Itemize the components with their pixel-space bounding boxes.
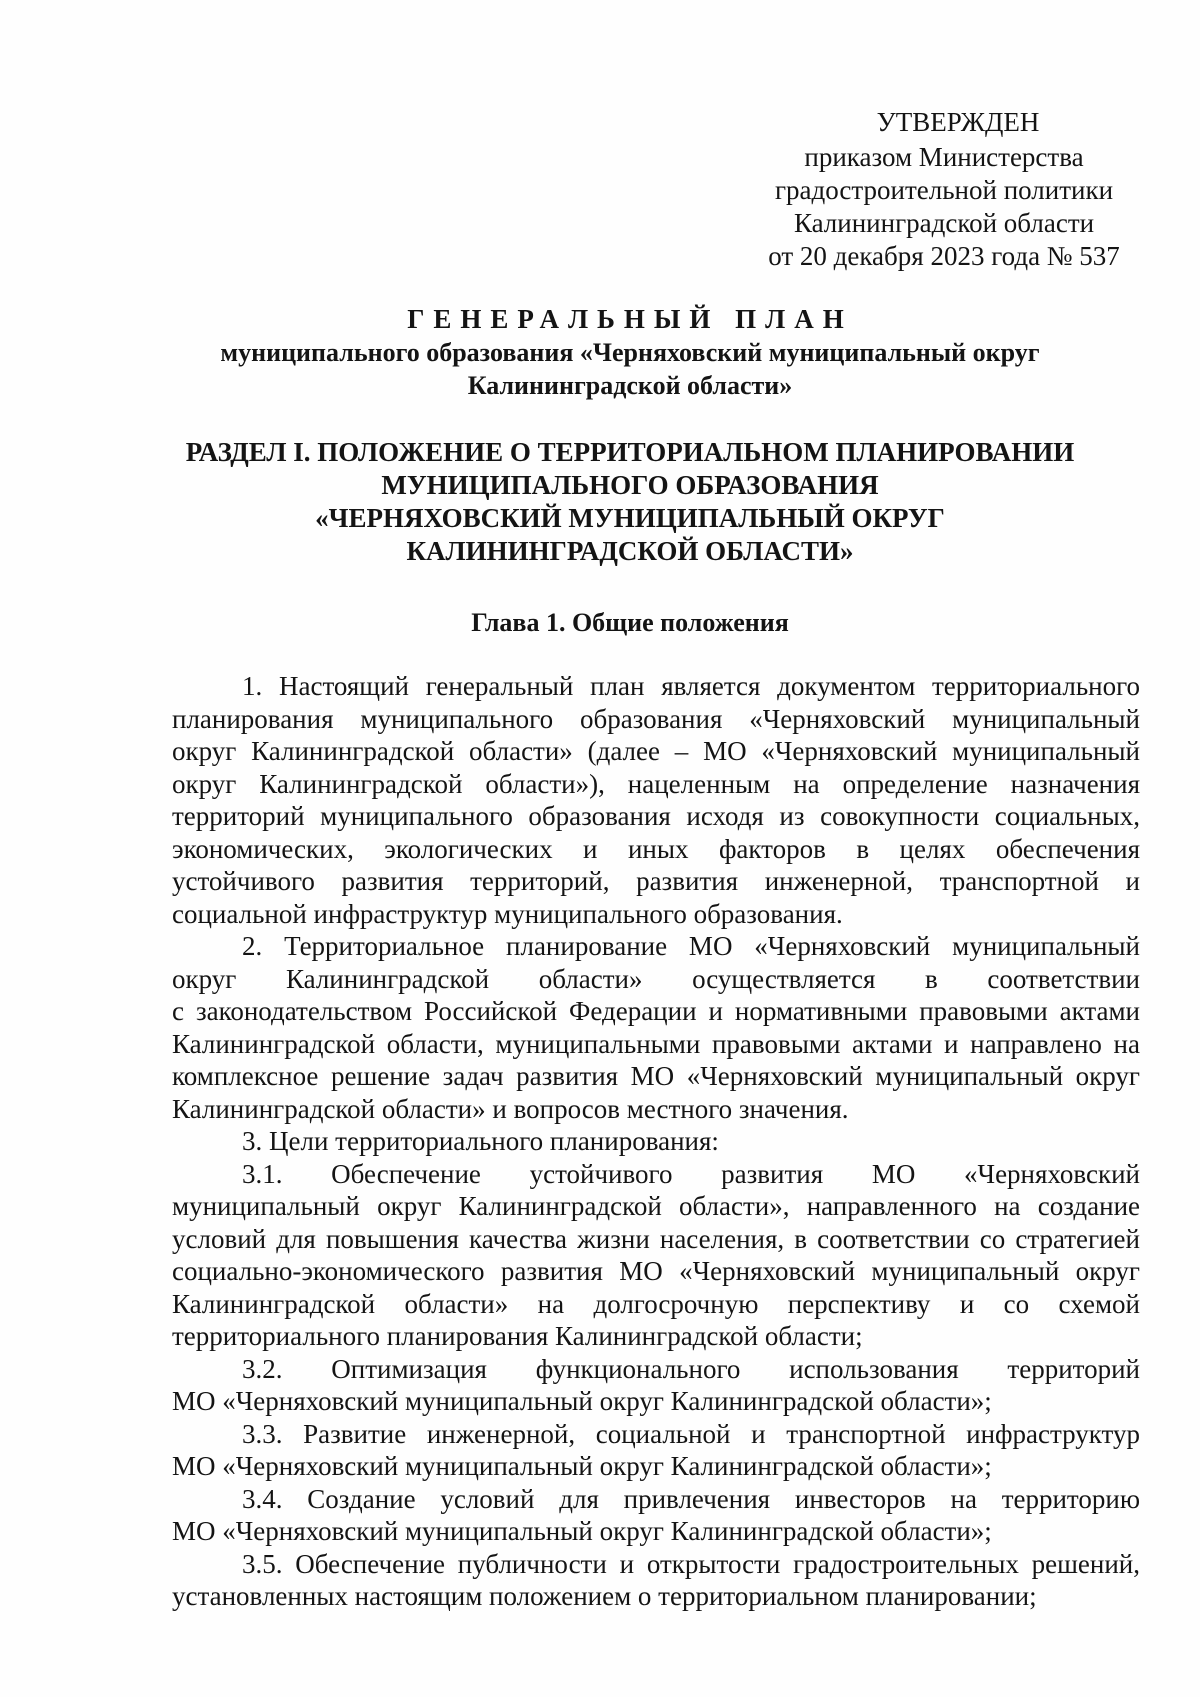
approval-line: градостроительной политики [774, 175, 1114, 205]
paragraph-line: социальной инфраструктур муниципального образования. [172, 898, 843, 929]
paragraph-line: Калининградской области» и вопросов местного значения. [172, 1093, 849, 1124]
paragraph-line: муниципальный округ Калининградской области», направленного на создание [172, 1191, 1140, 1221]
paragraph-line: с законодательством Российской Федерации и нормативными правовыми актами [172, 996, 1140, 1026]
paragraph-line: округ Калининградской области» осуществляется в соответствии [172, 963, 1140, 994]
approval-line: Калининградской области [793, 208, 1095, 238]
paragraph-line: 3. Цели территориального планирования: [242, 1126, 719, 1156]
approval-line: приказом Министерства [804, 142, 1084, 172]
document-subtitle-line: Калининградской области» [467, 371, 793, 400]
paragraph-line: установленных настоящим положением о территориальном планировании; [172, 1581, 1037, 1611]
paragraph-line: МО «Черняховский муниципальный округ Калининградской области»; [172, 1516, 992, 1546]
section-heading-line: РАЗДЕЛ I. ПОЛОЖЕНИЕ О ТЕРРИТОРИАЛЬНОМ ПЛАНИРОВАНИИ [185, 437, 1075, 467]
section-heading [150, 436, 1110, 568]
paragraph-line: округ Калининградской области» (далее – МО «Черняховский муниципальный [172, 736, 1140, 766]
paragraph-line: социально-экономического развития МО «Черняховский муниципальный округ [172, 1256, 1140, 1286]
document-subtitle-line: муниципального образования «Черняховский муниципальный округ [220, 338, 1040, 367]
paragraph-line: планирования муниципального образования «Черняховский муниципальный [172, 703, 1140, 734]
paragraph-line: территориального планирования Калининградской области; [172, 1321, 863, 1351]
paragraph-line: 3.5. Обеспечение публичности и открытости градостроительных решений, [242, 1548, 1140, 1579]
document-title: ГЕНЕРАЛЬНЫЙ ПЛАН [407, 304, 853, 334]
paragraph-line: комплексное решение задач развития МО «Черняховский муниципальный округ [172, 1061, 1140, 1091]
document-title-block [170, 302, 1090, 402]
paragraph-line: территорий муниципального образования исходя из совокупности социальных, [172, 801, 1140, 831]
approval-stamp [748, 106, 1140, 273]
paragraph-line: 2. Территориальное планирование МО «Черняховский муниципальный [242, 931, 1140, 961]
paragraph-line: экономических, экологических и иных факторов в целях обеспечения [172, 833, 1140, 864]
approval-line: от 20 декабря 2023 года № 537 [768, 241, 1120, 271]
section-heading-line: КАЛИНИНГРАДСКОЙ ОБЛАСТИ» [406, 536, 854, 566]
section-heading-line: МУНИЦИПАЛЬНОГО ОБРАЗОВАНИЯ [381, 470, 879, 500]
document-subtitle [170, 336, 1090, 402]
section-heading-line: «ЧЕРНЯХОВСКИЙ МУНИЦИПАЛЬНЫЙ ОКРУГ [315, 503, 945, 533]
paragraph-line: 3.1. Обеспечение устойчивого развития МО «Черняховский [242, 1158, 1140, 1189]
paragraph-line: 1. Настоящий генеральный план является документом территориального [242, 671, 1140, 701]
chapter-heading: Глава 1. Общие положения [471, 608, 789, 637]
paragraph-line: 3.4. Создание условий для привлечения инвесторов на территорию [242, 1483, 1140, 1514]
paragraph-line: МО «Черняховский муниципальный округ Калининградской области»; [172, 1451, 992, 1481]
paragraph-line: Калининградской области» на долгосрочную перспективу и со схемой [172, 1288, 1140, 1319]
paragraph-line: Калининградской области, муниципальными правовыми актами и направлено на [172, 1028, 1140, 1059]
paragraph-line: округ Калининградской области»), нацеленным на определение назначения [172, 768, 1140, 799]
body-text [172, 670, 1140, 1613]
paragraph-line: МО «Черняховский муниципальный округ Калининградской области»; [172, 1386, 992, 1416]
paragraph-line: устойчивого развития территорий, развития инженерной, транспортной и [172, 866, 1140, 896]
paragraph-line: 3.3. Развитие инженерной, социальной и транспортной инфраструктур [242, 1418, 1140, 1449]
approval-heading: УТВЕРЖДЕН [876, 107, 1040, 137]
paragraph-line: условий для повышения качества жизни населения, в соответствии со стратегией [172, 1223, 1140, 1254]
paragraph-line: 3.2. Оптимизация функционального использования территорий [242, 1353, 1140, 1384]
